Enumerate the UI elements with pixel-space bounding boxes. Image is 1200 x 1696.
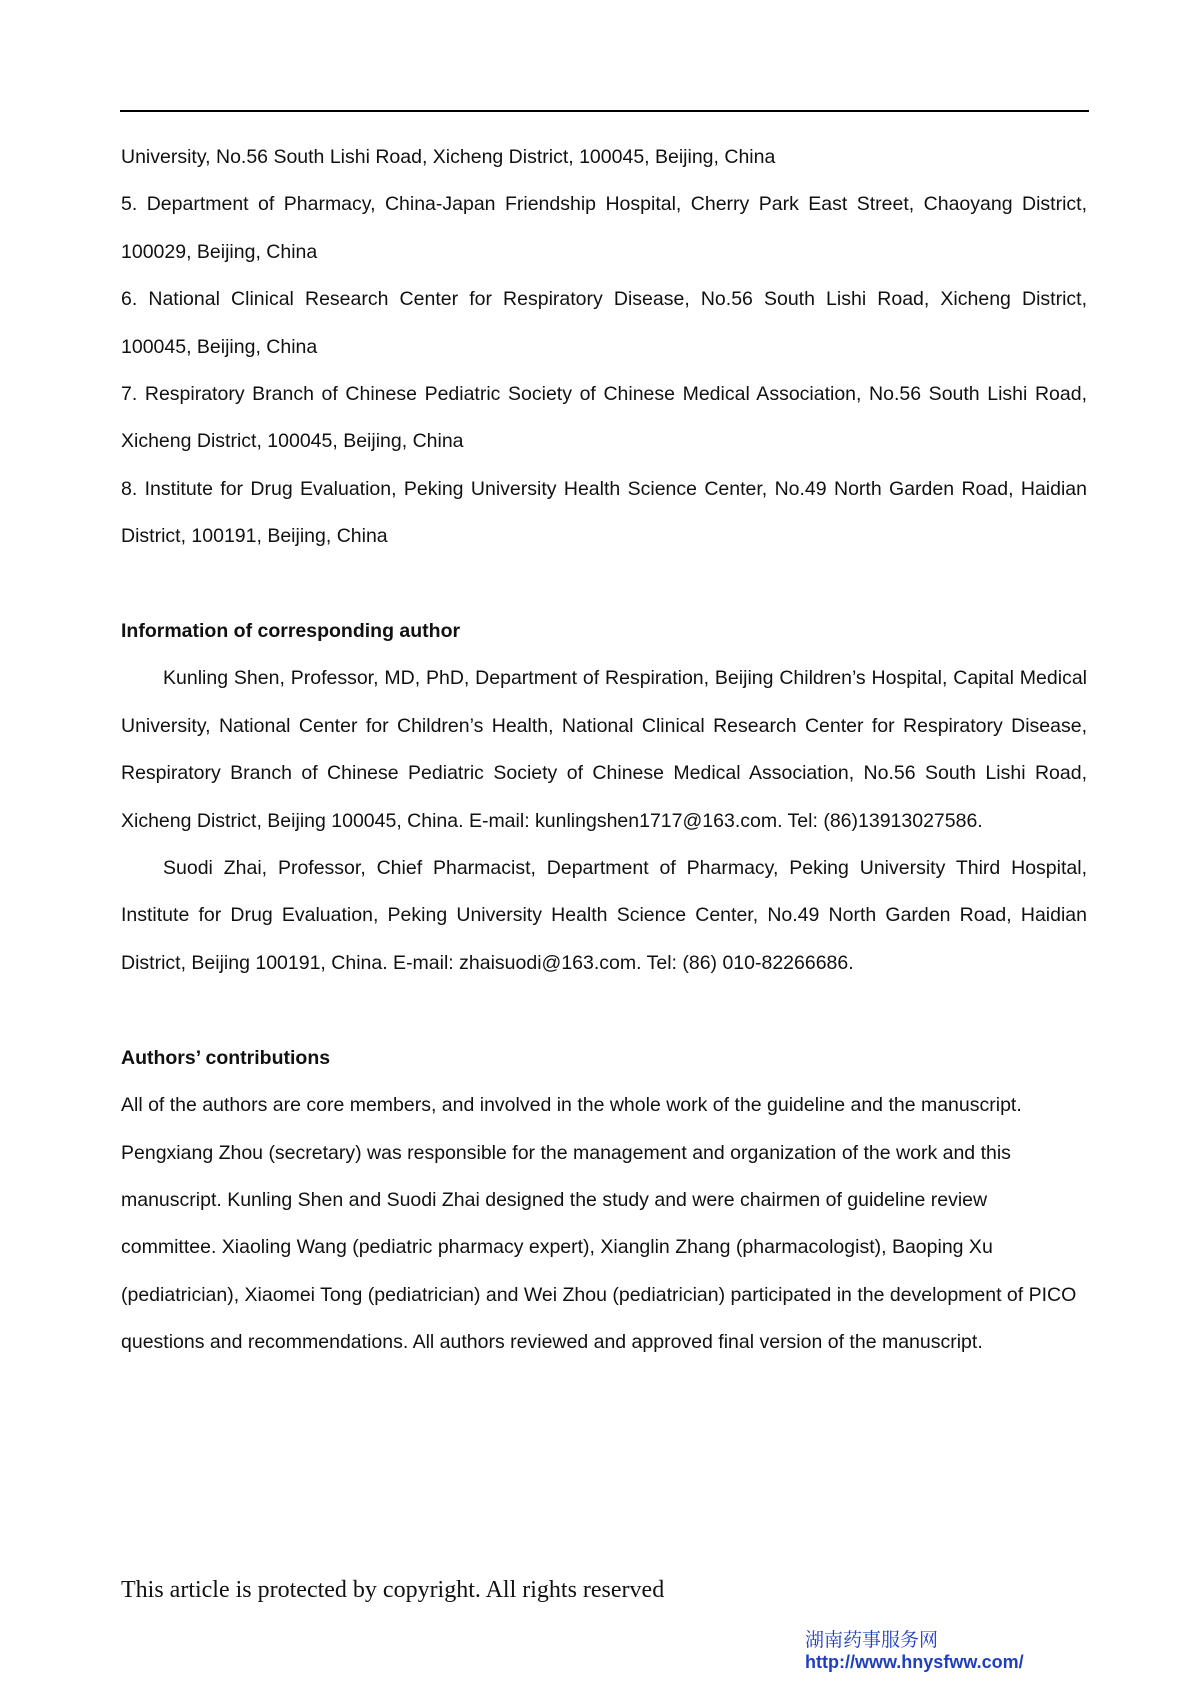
contributions-heading: Authors’ contributions: [121, 1046, 331, 1069]
header-rule: [120, 110, 1089, 112]
corresponding-author-heading: Information of corresponding author: [121, 620, 461, 643]
corresponding-author-paragraph: Kunling Shen, Professor, MD, PhD, Department of Respiration, Beijing Children’s Hospital, Capital Medical University, National Center for Children’s Health, National Clinical Research Center for Respiratory Disease, Respiratory Branch of Chinese Pediatric Society of Chinese Medical Association, No.56 South Lishi Road, Xicheng District, Beijing 100045, China. E-mail: kunlingshen1717@163.com. Tel: (86)13913027586.: [121, 667, 1087, 832]
affiliation-item: University, No.56 South Lishi Road, Xicheng District, 100045, Beijing, China: [121, 146, 776, 168]
affiliation-item: 6. National Clinical Research Center for Respiratory Disease, No.56 South Lishi Road, Xicheng District, 100045, Beijing, China: [121, 288, 1087, 358]
corresponding-author-paragraph: Suodi Zhai, Professor, Chief Pharmacist, Department of Pharmacy, Peking University Third Hospital, Institute for Drug Evaluation, Peking University Health Science Center, No.49 North Garden Road, Haidian District, Beijing 100191, China. E-mail: zhaisuodi@163.com. Tel: (86) 010-82266686.: [121, 857, 1087, 974]
copyright-notice: This article is protected by copyright. All rights reserved: [121, 1577, 665, 1603]
affiliation-item: 8. Institute for Drug Evaluation, Peking University Health Science Center, No.49 North Garden Road, Haidian District, 100191, Beijing, China: [121, 477, 1087, 548]
watermark-url-link[interactable]: http://www.hnysfww.com/: [805, 1652, 1024, 1672]
affiliation-item: 7. Respiratory Branch of Chinese Pediatric Society of Chinese Medical Association, No.56 South Lishi Road, Xicheng District, 100045, Beijing, China: [121, 383, 1087, 453]
section-gap: [121, 561, 1087, 608]
contributions-paragraph: All of the authors are core members, and involved in the whole work of the guideline and the manuscript. Pengxiang Zhou (secretary) was responsible for the management and organization of the work and this manuscript. Kunling Shen and Suodi Zhai designed the study and were chairmen of guideline review committee. Xiaoling Wang (pediatric pharmacy expert), Xianglin Zhang (pharmacologist), Baoping Xu (pediatrician), Xiaomei Tong (pediatrician) and Wei Zhou (pediatrician) participated in the development of PICO questions and recommendations. All authors reviewed and approved final version of the manuscript.: [121, 1094, 1077, 1354]
affiliation-item: 5. Department of Pharmacy, China-Japan Friendship Hospital, Cherry Park East Street, Chaoyang District, 100029, Beijing, China: [121, 193, 1087, 263]
section-gap: [121, 987, 1087, 1034]
watermark-site-name: 湖南药事服务网: [805, 1629, 939, 1651]
page-body: [121, 134, 1087, 1367]
site-watermark: [805, 1629, 1024, 1673]
